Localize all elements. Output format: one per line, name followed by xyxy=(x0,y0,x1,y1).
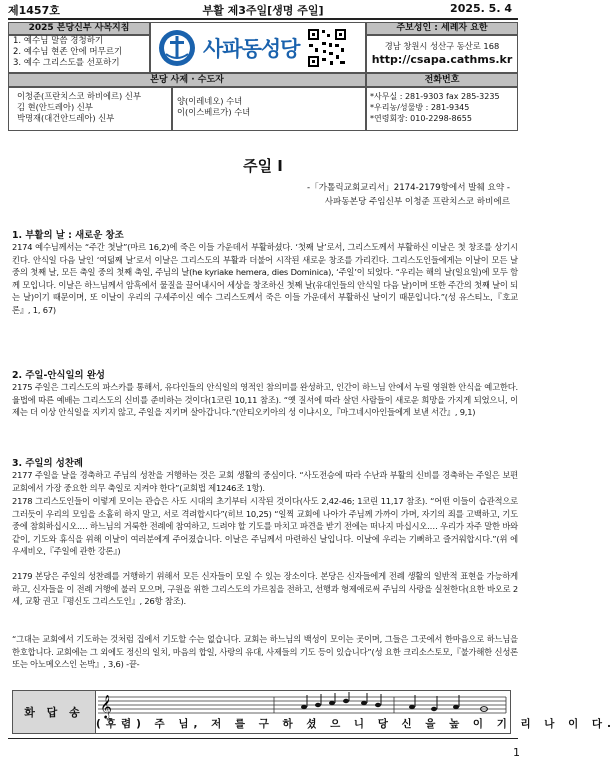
section-heading: 3. 주일의 성찬례 xyxy=(12,458,83,469)
phone-title: 전화번호 xyxy=(366,73,518,87)
phone-shop: *우리농/성물방 : 281-9345 xyxy=(370,103,470,112)
priest-name: 이청준(프란치스코 하비에르) 신부 xyxy=(17,91,141,101)
footer-rule xyxy=(8,738,518,739)
page-number: 1 xyxy=(513,746,520,759)
guide-title: 2025 본당신부 사목지침 xyxy=(8,22,150,35)
sister-name: 이(이스베르가) 수녀 xyxy=(177,107,251,117)
qr-code-icon[interactable] xyxy=(307,28,347,68)
church-logo-box xyxy=(150,22,366,73)
issue-number: 제1457호 xyxy=(8,4,60,17)
church-emblem-icon xyxy=(157,28,197,68)
patron-saint: 주보성인 : 세례자 요한 xyxy=(366,22,518,35)
priest-name: 김 현(안드레아) 신부 xyxy=(17,102,93,112)
sister-name: 양(이레네오) 수녀 xyxy=(177,96,243,106)
article-source: -「가톨릭교회교리서」2174-2179항에서 발췌 요약 - xyxy=(307,183,510,193)
church-url-link[interactable]: http://csapa.cathms.kr xyxy=(371,53,513,66)
article-title: 주일 Ⅰ xyxy=(243,157,283,175)
church-name: 사파동성당 xyxy=(203,36,300,61)
church-address: 경남 창원시 성산구 동산로 168 xyxy=(384,41,500,51)
guide-item: 1. 예수님 말씀 경청하기 xyxy=(13,36,104,46)
phone-memorial: *연령회장: 010-2298-8655 xyxy=(370,114,472,123)
phone-office: *사무실 : 281-9303 fax 285-3235 xyxy=(370,92,500,101)
section-paragraph: 2177 주일을 날을 경축하고 주님의 성찬을 거행하는 것은 교회 생활의 중심이다. “사도전승에 따라 수난과 부활의 신비를 경축하는 주일은 보편 교회에서 가장 중요한 의무 축일로 지켜야 한다”(교회법 제1246조 1항). xyxy=(12,470,518,493)
response-label: 화 답 송 xyxy=(12,690,96,734)
response-lyrics: (후렴) 주 님, 저 를 구 하 셨 으 니 당 신 을 높 이 기 리 나 이 다. xyxy=(96,718,616,730)
guide-item: 2. 예수님 현존 안에 머무르기 xyxy=(13,47,123,57)
section-paragraph: 2179 본당은 주일의 성찬례를 거행하기 위해서 모든 신자들이 모일 수 있는 장소이다. 본당은 신자들에게 전례 생활의 일반적 표현을 가능하게 하고, 신자들을 이 전례 거행에 불러 모으며, 구원을 위한 그리스도의 가르침을 전하고, 선행과 형제애로써 주님의 사랑을 실천한다(요한 바오로 2세, 교황 권고『평신도 그리스도인』, 26항 참조). xyxy=(12,571,518,607)
header-rule xyxy=(8,18,518,20)
section-paragraph: “그대는 교회에서 기도하는 것처럼 집에서 기도할 수는 없습니다. 교회는 하느님의 백성이 모이는 곳이며, 그들은 그곳에서 한마음으로 하느님을 한호합니다. 교회에는 그 외에도 정신의 일치, 마음의 합일, 사랑의 유대, 사제들의 기도 등이 있습니다”(성 요한 크리소스토모,『불가해한 신성론 또는 아노메오스인 논박』, 3,6) -끝- xyxy=(12,634,518,670)
svg-text:𝄞: 𝄞 xyxy=(100,694,112,718)
section-paragraph: 2175 주일은 그리스도의 파스카를 통해서, 유다인들의 안식일의 영적인 참의미를 완성하고, 인간이 하느님 안에서 누릴 영원한 안식을 예고한다. 율법에 따른 예배는 그리스도의 신비를 준비하는 것이다(1코린 10,11 참조). “옛 질서에 따라 살던 사람들이 새로운 희망을 가지게 되었으니, 이제는 더 이상 안식일을 지키지 않고, 주일을 지키며 살아갑니다.”(안티오키아의 성 이냐시오,『마그네시아인들에게 보낸 서간』, 9,1) xyxy=(12,382,518,418)
section-paragraph: 2174 예수님께서는 “주간 첫날”(마르 16,2)에 죽은 이들 가운데서 부활하셨다. ‘첫째 날’로서, 그리스도께서 부활하신 이날은 첫 창조를 상기시킨다. 안식일 다음 날인 ‘여덟째 날’로서 이날은 그리스도의 부활과 더불어 시작된 새로운 창조를 가리킨다. 그리스도인들에게는 이날이 모든 날 중의 첫째 날, 모든 축일 중의 첫째 축일, 주님의 날(he kyriake hemera, dies Dominica), ‘주일’이 되었다. “우리는 해의 날(일요일)에 모두 함께 모입니다. 이날은 하느님께서 암흑에서 물질을 끌어내시어 세상을 창조하신 첫째 날(유대인들의 안식일 다음 날)이며 또한 주간의 첫째 날이 되는 날)이기 때문이며, 또 이날이 우리의 구세주이신 예수 그리스도께서 죽은 이들 가운데서 부활하신 날이기 때문입니다.”(성 유스티노,『호교론』, 1, 67) xyxy=(12,242,518,315)
section-heading: 2. 주일-안식일의 완성 xyxy=(12,370,105,381)
section-paragraph: 2178 그리스도인들이 이렇게 모이는 관습은 사도 시대의 초기부터 시작된 것이다(사도 2,42-46; 1코린 11,17 참조). “어떤 이들이 습관적으로 그러듯이 우리의 모임을 소홀히 하지 말고, 서로 격려합시다”(히브 10,25) “일찍 교회에 나아가 주님께 가까이 가며, 자기의 죄를 고백하고, 기도 중에 참회하십시오.… 하느님의 거룩한 전례에 참여하고, 드려야 할 기도를 마치고 파견을 받기 전에는 떠나지 마십시오.… 우리가 자주 말한 바와 같이, 기도와 휴식을 위해 이날이 여러분에게 주어졌습니다. 이날은 주님께서 마련하신 날입니다. 이날에 우리는 기뻐하고 즐거워합시다.”(위 에우세비오,『주일에 관한 강론』) xyxy=(12,496,518,557)
bulletin-title: 부활 제3주일[생명 주일] xyxy=(202,4,324,17)
phone-list xyxy=(366,87,518,131)
guide-item: 3. 예수 그리스도를 선포하기 xyxy=(13,58,120,68)
guide-list xyxy=(8,35,150,73)
section-heading: 1. 부활의 날 : 새로운 창조 xyxy=(12,230,124,241)
article-author: 사파동본당 주임신부 이청준 프란치스코 하비에르 xyxy=(324,197,510,207)
sister-list xyxy=(172,87,366,131)
bulletin-date: 2025. 5. 4 xyxy=(450,2,512,15)
priest-name: 박명재(대건안드레아) 신부 xyxy=(17,113,115,123)
priest-list xyxy=(8,87,172,131)
staff-title: 본당 사제 · 수도자 xyxy=(8,73,366,87)
church-contact-box xyxy=(366,35,518,73)
